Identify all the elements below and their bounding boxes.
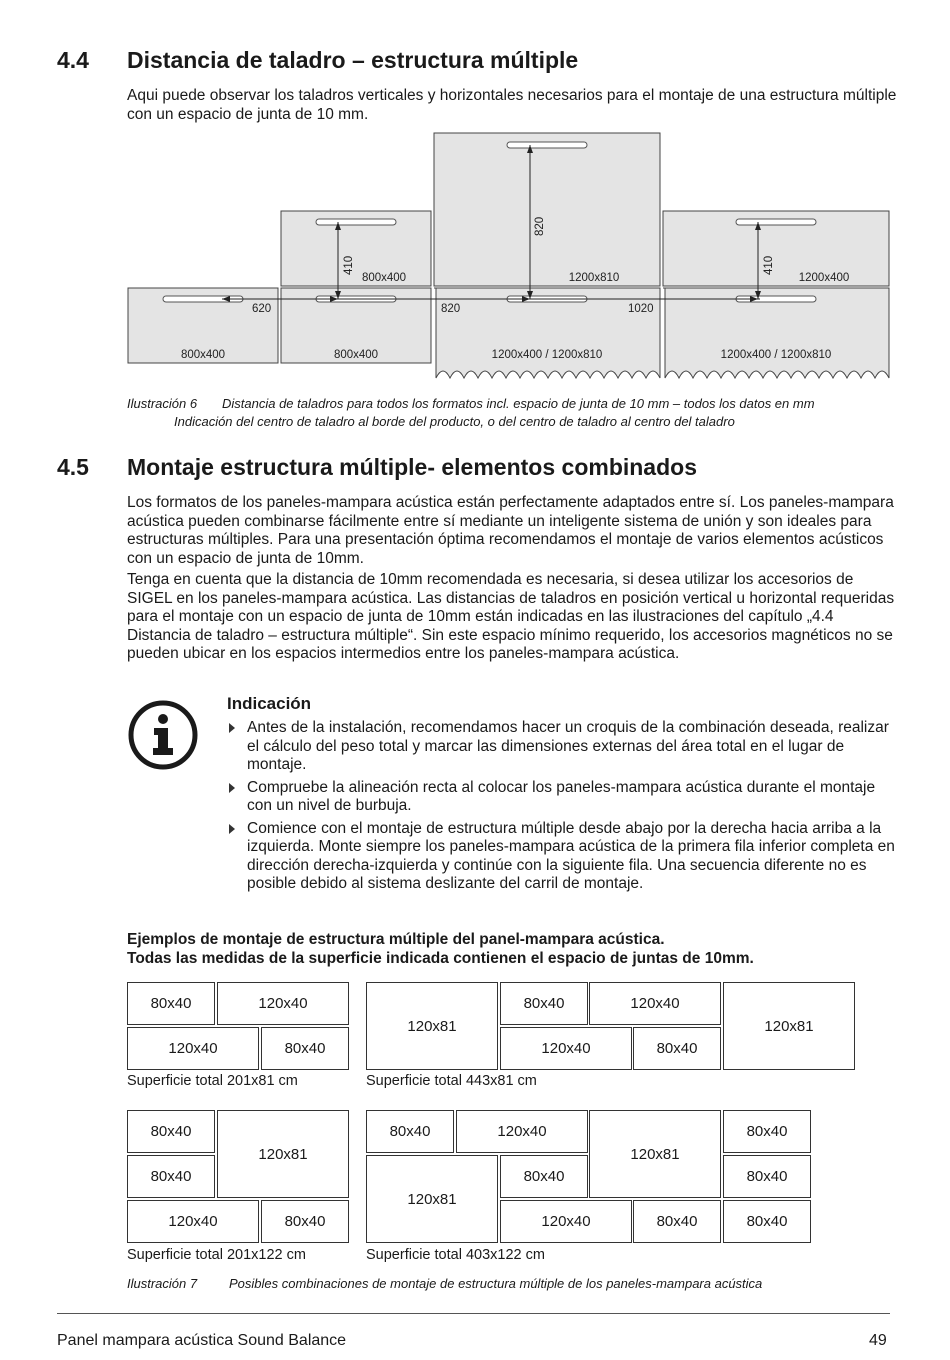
ex4-panel: 120x40 [500, 1200, 632, 1243]
footer-divider [57, 1313, 890, 1314]
ex2-panel: 120x40 [589, 982, 721, 1025]
ex3-panel: 120x81 [217, 1110, 349, 1198]
rail-6 [736, 219, 816, 225]
section-number-4-4: 4.4 [57, 47, 89, 73]
ex2-panel: 80x40 [633, 1027, 721, 1070]
info-icon [128, 700, 198, 770]
ex1-panel: 120x40 [127, 1027, 259, 1070]
ex1-total: Superficie total 201x81 cm [127, 1073, 298, 1089]
ex1-panel: 80x40 [127, 982, 215, 1025]
rail-4 [507, 142, 587, 148]
note-title: Indicación [227, 694, 312, 713]
ex4-panel: 120x81 [589, 1110, 721, 1198]
ex2-panel: 120x40 [500, 1027, 632, 1070]
label-top-1200x810: 1200x810 [568, 272, 620, 284]
section-title-4-5: Montaje estructura múltiple- elementos combinados [127, 454, 697, 480]
dim-620: 620 [252, 303, 272, 315]
figure-6-caption-line1: Distancia de taladros para todos los formatos incl. espacio de junta de 10 mm – todos los datos en mm [222, 396, 815, 411]
drilling-distance-diagram [120, 128, 900, 390]
section-number-4-5: 4.5 [57, 454, 89, 480]
ex4-panel: 80x40 [500, 1155, 588, 1198]
ex3-panel: 80x40 [261, 1200, 349, 1243]
figure-6-caption-line2: Indicación del centro de taladro al borde del producto, o del centro de taladro al centro del taladro [174, 414, 735, 429]
dim-1020: 1020 [628, 303, 654, 315]
ex2-panel: 120x81 [723, 982, 855, 1070]
ex4-panel: 80x40 [723, 1155, 811, 1198]
label-top-800x400: 800x400 [361, 272, 407, 284]
note-item: Antes de la instalación, recomendamos hacer un croquis de la combinación deseada, realizar el cálculo del peso total y marcar las dimensiones externas del área total en el lugar de montaje. [227, 719, 897, 775]
section-title-4-4: Distancia de taladro – estructura múltiple [127, 47, 579, 73]
ex4-panel: 120x81 [366, 1155, 498, 1243]
page-number: 49 [869, 1332, 887, 1349]
panel-top-3 [434, 133, 660, 286]
ex4-panel: 120x40 [456, 1110, 588, 1153]
section-4-5-paragraph-1: Los formatos de los paneles-mampara acústica están perfectamente adaptados entre sí. Los paneles-mampara acústica pueden combinarse fácilmente entre sí mediante un inteligente sistema de unión y son ideales para estructuras múltiples. Para una presentación óptima recomendamos el montaje de varios elementos acústicos con un espacio de junta de 10mm. [127, 494, 894, 567]
label-bottom-1: 800x400 [180, 349, 226, 361]
section-4-5-paragraph-2: Tenga en cuenta que la distancia de 10mm recomendada es necesaria, si desea utilizar los accesorios de SIGEL en los paneles-mampara acústica. Las distancias de taladros en posición vertical u horizontal requeridas para el montaje con un espacio de junta de 10mm están indicadas en las ilustraciones del capítulo „4.4 Distancia de taladro – estructura múltiple“. Sin este espacio mínimo requerido, los accesorios magnéticos no se pueden ubicar en los espacios intermedios entre los paneles-mampara acústica. [127, 571, 895, 662]
ex3-panel: 80x40 [127, 1155, 215, 1198]
dim-820-vertical: 820 [534, 216, 546, 236]
ex4-panel: 80x40 [723, 1110, 811, 1153]
bullet-arrow-icon [229, 783, 235, 793]
rail-3 [316, 219, 396, 225]
ex4-panel: 80x40 [633, 1200, 721, 1243]
note-item: Comience con el montaje de estructura múltiple desde abajo por la derecha hacia arriba a la izquierda. Monte siempre los paneles-mampara acústica de la primera fila inferior completa en dirección derecha-izquierda y continúe con la siguiente fila. Una secuencia diferente no es posible debido al sistema deslizante del carril de montaje. [227, 820, 897, 894]
ex2-panel: 80x40 [500, 982, 588, 1025]
label-bottom-4: 1200x400 / 1200x810 [720, 349, 832, 361]
figure-7-caption-label: Ilustración 7 [127, 1276, 198, 1291]
bullet-arrow-icon [229, 723, 235, 733]
dim-820: 820 [441, 303, 461, 315]
examples-heading: Ejemplos de montaje de estructura múltiple del panel-mampara acústica. Todas las medidas de la superficie indicada contienen el espacio de juntas de 10mm. [127, 931, 754, 967]
ex4-total: Superficie total 403x122 cm [366, 1247, 545, 1263]
label-top-1200x400: 1200x400 [798, 272, 850, 284]
ex1-panel: 80x40 [261, 1027, 349, 1070]
dim-410-right: 410 [763, 255, 775, 275]
note-item: Compruebe la alineación recta al colocar los paneles-mampara acústica durante el montaje con un nivel de burbuja. [227, 779, 897, 816]
label-bottom-2: 800x400 [333, 349, 379, 361]
ex3-total: Superficie total 201x122 cm [127, 1247, 306, 1263]
ex1-panel: 120x40 [217, 982, 349, 1025]
section-4-4-intro: Aqui puede observar los taladros verticales y horizontales necesarios para el montaje de una estructura múltiple con un espacio de junta de 10 mm. [127, 87, 897, 123]
footer-title: Panel mampara acústica Sound Balance [57, 1332, 347, 1349]
figure-7-caption: Posibles combinaciones de montaje de estructura múltiple de los paneles-mampara acústica [229, 1276, 763, 1291]
ex2-panel: 120x81 [366, 982, 498, 1070]
bullet-arrow-icon [229, 824, 235, 834]
figure-6-caption-label: Ilustración 6 [127, 396, 198, 411]
dim-410-left: 410 [343, 255, 355, 275]
section-4-5-body [127, 494, 897, 667]
ex2-total: Superficie total 443x81 cm [366, 1073, 537, 1089]
label-bottom-3: 1200x400 / 1200x810 [491, 349, 603, 361]
ex4-panel: 80x40 [723, 1200, 811, 1243]
note-list [227, 719, 897, 898]
ex4-panel: 80x40 [366, 1110, 454, 1153]
ex3-panel: 120x40 [127, 1200, 259, 1243]
ex3-panel: 80x40 [127, 1110, 215, 1153]
